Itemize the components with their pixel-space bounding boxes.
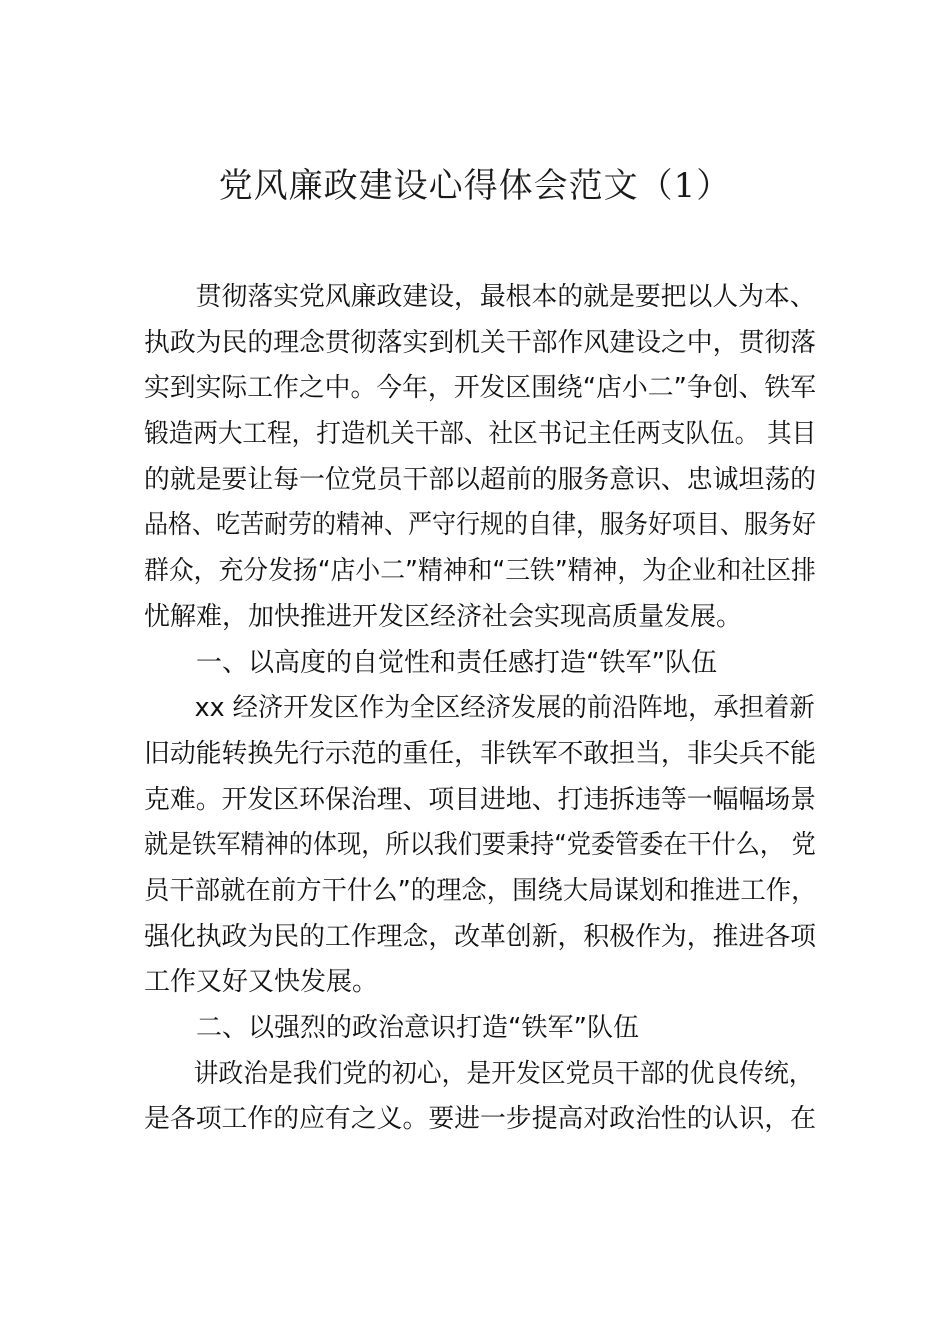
body-line: 贯彻落实党风廉政建设，最根本的就是要把以人为本、	[195, 282, 816, 312]
document-title: 党风廉政建设心得体会范文（1）	[218, 166, 732, 206]
body-line: 克难。开发区环保治理、项目进地、打违拆违等一幅幅场景	[144, 784, 817, 815]
body-line: 群众，充分发扬“店小二”精神和“三铁”精神，为企业和社区排	[144, 556, 816, 587]
body-line: 工作又好又快发展。	[144, 967, 379, 998]
body-line: 执政为民的理念贯彻落实到机关干部作风建设之中，贯彻落	[144, 327, 817, 358]
body-line: 锻造两大工程，打造机关干部、社区书记主任两支队伍。 其目	[144, 419, 817, 450]
document-body	[144, 275, 816, 1143]
body-line: xx 经济开发区作为全区经济发展的前沿阵地，承担着新	[194, 693, 815, 724]
section-heading-1: 一、以高度的自觉性和责任感打造“铁军”队伍	[196, 647, 717, 678]
body-line: 的就是要让每一位党员干部以超前的服务意识、忠诚坦荡的	[144, 464, 817, 495]
body-line: 忧解难，加快推进开发区经济社会实现高质量发展。	[144, 601, 743, 632]
body-line: 品格、吃苦耐劳的精神、严守行规的自律，服务好项目、服务好	[144, 510, 817, 541]
body-line: 强化执政为民的工作理念，改革创新，积极作为，推进各项	[144, 921, 817, 952]
body-line: 实到实际工作之中。今年，开发区围绕“店小二”争创、铁军	[144, 373, 816, 404]
body-line: 就是铁军精神的体现，所以我们要秉持“党委管委在干什么， 党	[144, 830, 816, 861]
body-line: 员干部就在前方干什么”的理念，围绕大局谋划和推进工作，	[144, 875, 817, 906]
section-heading-2: 二、以强烈的政治意识打造“铁军”队伍	[196, 1013, 639, 1043]
body-line: 讲政治是我们党的初心，是开发区党员干部的优良传统，	[193, 1058, 814, 1089]
body-line: 是各项工作的应有之义。要进一步提高对政治性的认识，在	[144, 1104, 817, 1135]
body-line: 旧动能转换先行示范的重任，非铁军不敢担当，非尖兵不能	[144, 738, 817, 769]
